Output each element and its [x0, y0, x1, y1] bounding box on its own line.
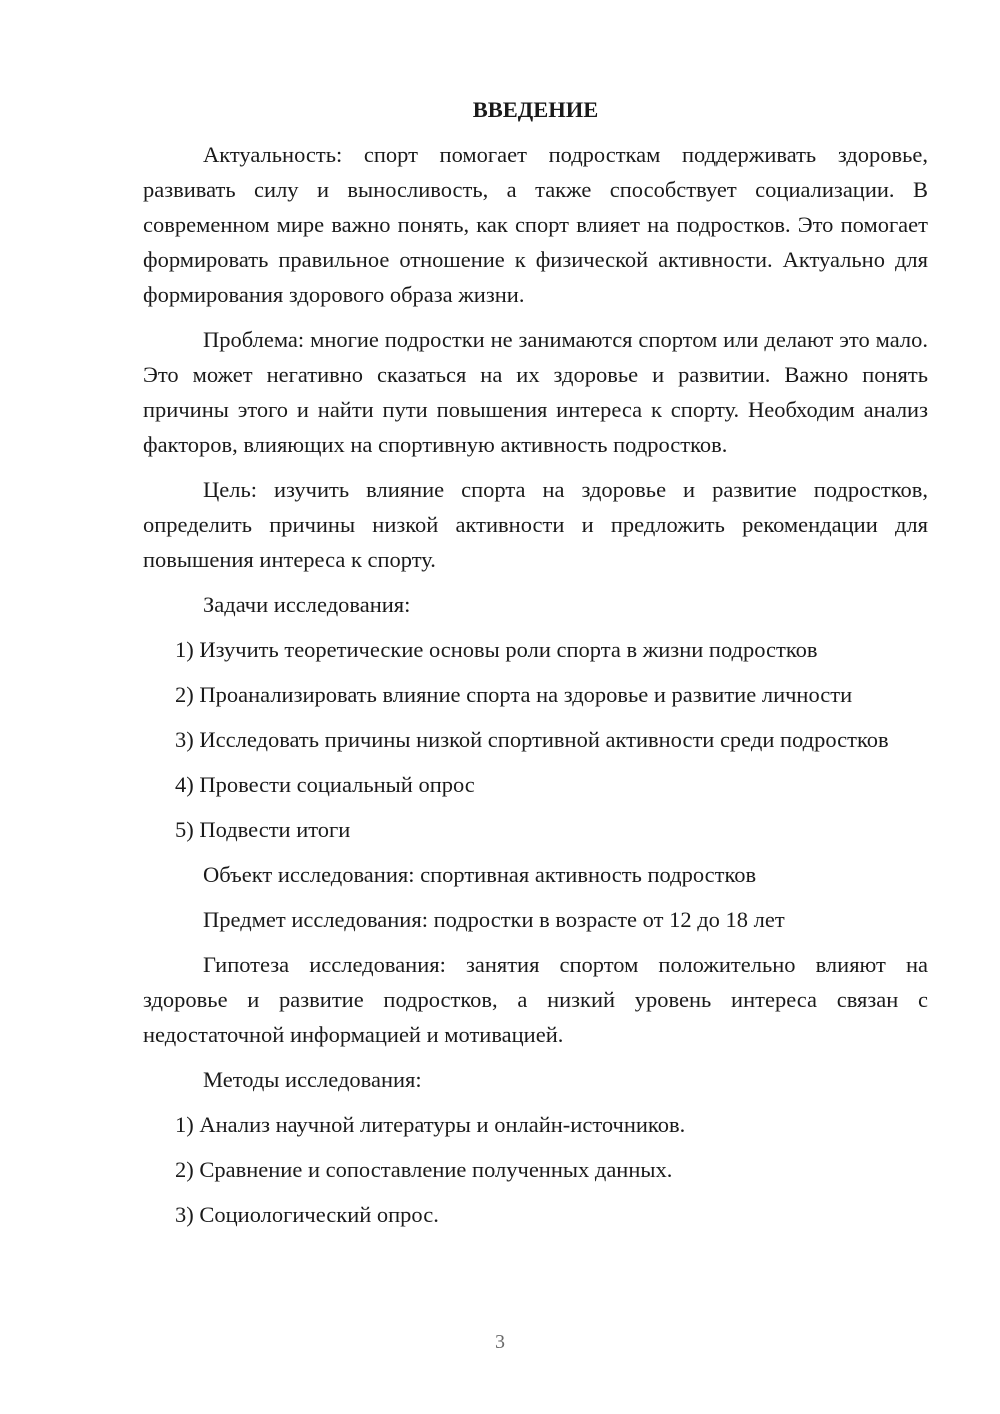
section-title: ВВЕДЕНИЕ — [472, 97, 599, 122]
problem-paragraph: Проблема: многие подростки не занимаются спортом или делают это мало. Это может негативно сказаться на их здоровье и развитии. Важно понять причины этого и найти пути повышения интереса к спорту. Необходим анализ факторов, влияющих на спортивную активность подростков. — [143, 327, 928, 457]
hypothesis-paragraph: Гипотеза исследования: занятия спортом положительно влияют на здоровье и развитие подростков, а низкий уровень интереса связан с недостаточной информацией и мотивацией. — [143, 952, 928, 1047]
goal-paragraph: Цель: изучить влияние спорта на здоровье и развитие подростков, определить причины низкой активности и предложить рекомендации для повышения интереса к спорту. — [143, 477, 928, 572]
relevance-paragraph: Актуальность: спорт помогает подросткам поддерживать здоровье, развивать силу и выносливость, а также способствует социализации. В современном мире важно понять, как спорт влияет на подростков. Это помогает формировать правильное отношение к физической активности. Актуально для формирования здорового образа жизни. — [143, 142, 928, 307]
research-subject: Предмет исследования: подростки в возрасте от 12 до 18 лет — [203, 907, 785, 932]
method-item-1: 1) Анализ научной литературы и онлайн-источников. — [175, 1112, 686, 1137]
task-item-4: 4) Провести социальный опрос — [175, 772, 475, 797]
page-content — [143, 92, 928, 1242]
research-object: Объект исследования: спортивная активность подростков — [203, 862, 757, 887]
task-item-5: 5) Подвести итоги — [175, 817, 351, 842]
tasks-heading: Задачи исследования: — [203, 592, 411, 617]
task-item-3: 3) Исследовать причины низкой спортивной активности среди подростков — [175, 727, 889, 752]
methods-heading: Методы исследования: — [203, 1067, 422, 1092]
method-item-3: 3) Социологический опрос. — [175, 1202, 439, 1227]
task-item-2: 2) Проанализировать влияние спорта на здоровье и развитие личности — [175, 682, 853, 707]
page-number: 3 — [495, 1331, 505, 1353]
task-item-1: 1) Изучить теоретические основы роли спорта в жизни подростков — [175, 637, 818, 662]
method-item-2: 2) Сравнение и сопоставление полученных данных. — [175, 1157, 673, 1182]
